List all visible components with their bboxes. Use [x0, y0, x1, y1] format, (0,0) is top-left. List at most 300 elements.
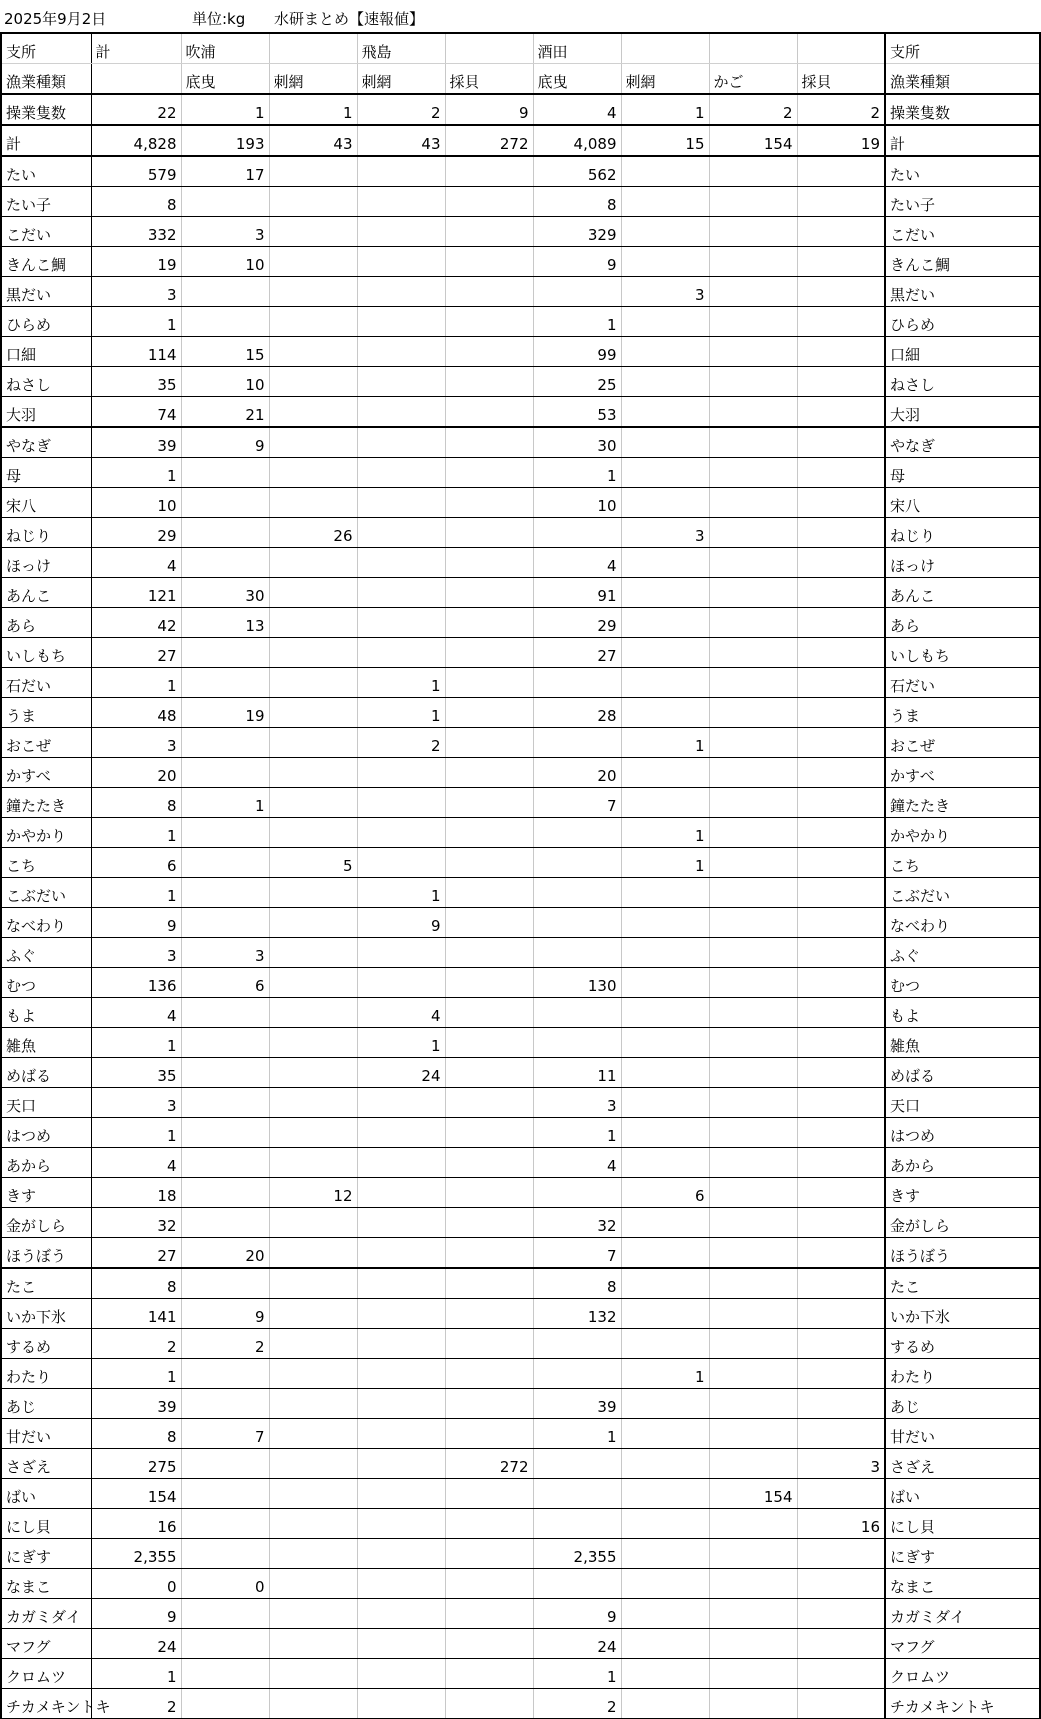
value-cell[interactable]: 4 — [357, 998, 445, 1028]
value-cell[interactable]: 24 — [357, 1058, 445, 1088]
row-label[interactable]: あから — [1, 1148, 91, 1178]
value-cell[interactable]: 24 — [533, 1629, 621, 1659]
value-cell[interactable] — [357, 1359, 445, 1389]
value-cell[interactable]: 4 — [91, 998, 181, 1028]
value-cell[interactable] — [269, 307, 357, 337]
value-cell[interactable]: 3 — [181, 938, 269, 968]
value-cell[interactable] — [181, 488, 269, 518]
row-label[interactable]: おこぜ — [1, 728, 91, 758]
row-label-right[interactable]: さざえ — [885, 1449, 1040, 1479]
value-cell[interactable]: 43 — [269, 125, 357, 156]
value-cell[interactable] — [357, 1268, 445, 1299]
value-cell[interactable] — [181, 1088, 269, 1118]
value-cell[interactable]: 1 — [533, 1118, 621, 1148]
value-cell[interactable]: 2 — [181, 1329, 269, 1359]
row-label-right[interactable]: こだい — [885, 217, 1040, 247]
value-cell[interactable] — [357, 1088, 445, 1118]
value-cell[interactable]: 4 — [91, 1148, 181, 1178]
row-label[interactable]: たこ — [1, 1268, 91, 1299]
value-cell[interactable]: 3 — [91, 277, 181, 307]
value-cell[interactable] — [533, 1449, 621, 1479]
value-cell[interactable] — [357, 1178, 445, 1208]
value-cell[interactable] — [269, 1539, 357, 1569]
value-cell[interactable] — [181, 1479, 269, 1509]
row-label[interactable]: 雑魚 — [1, 1028, 91, 1058]
value-cell[interactable] — [181, 307, 269, 337]
value-cell[interactable] — [445, 518, 533, 548]
value-cell[interactable] — [797, 1178, 885, 1208]
value-cell[interactable] — [269, 1268, 357, 1299]
row-label[interactable]: たい子 — [1, 187, 91, 217]
value-cell[interactable] — [357, 968, 445, 998]
value-cell[interactable] — [621, 788, 709, 818]
value-cell[interactable] — [621, 367, 709, 397]
value-cell[interactable]: かご — [709, 64, 797, 95]
value-cell[interactable] — [533, 998, 621, 1028]
value-cell[interactable]: 1 — [91, 458, 181, 488]
value-cell[interactable] — [709, 968, 797, 998]
row-label[interactable]: ふぐ — [1, 938, 91, 968]
value-cell[interactable] — [445, 247, 533, 277]
value-cell[interactable] — [269, 337, 357, 367]
value-cell[interactable] — [181, 1509, 269, 1539]
value-cell[interactable] — [269, 1569, 357, 1599]
value-cell[interactable] — [445, 1599, 533, 1629]
value-cell[interactable] — [709, 1329, 797, 1359]
row-label[interactable]: 母 — [1, 458, 91, 488]
value-cell[interactable] — [709, 1058, 797, 1088]
value-cell[interactable] — [357, 1118, 445, 1148]
value-cell[interactable]: 11 — [533, 1058, 621, 1088]
value-cell[interactable]: 4 — [91, 548, 181, 578]
value-cell[interactable] — [269, 908, 357, 938]
value-cell[interactable] — [797, 1479, 885, 1509]
value-cell[interactable] — [709, 187, 797, 217]
value-cell[interactable]: 272 — [445, 125, 533, 156]
row-label-right[interactable]: 大羽 — [885, 397, 1040, 428]
value-cell[interactable] — [269, 1238, 357, 1269]
value-cell[interactable] — [621, 1238, 709, 1269]
value-cell[interactable] — [709, 397, 797, 428]
value-cell[interactable] — [797, 458, 885, 488]
value-cell[interactable]: 9 — [91, 908, 181, 938]
value-cell[interactable] — [357, 367, 445, 397]
value-cell[interactable] — [269, 217, 357, 247]
row-label-right[interactable]: なべわり — [885, 908, 1040, 938]
value-cell[interactable] — [357, 1659, 445, 1689]
value-cell[interactable] — [797, 1118, 885, 1148]
value-cell[interactable] — [357, 217, 445, 247]
value-cell[interactable] — [533, 878, 621, 908]
value-cell[interactable] — [445, 1479, 533, 1509]
value-cell[interactable] — [357, 1299, 445, 1329]
value-cell[interactable] — [445, 277, 533, 307]
value-cell[interactable] — [445, 1118, 533, 1148]
value-cell[interactable]: 2 — [91, 1329, 181, 1359]
value-cell[interactable]: 1 — [91, 1118, 181, 1148]
value-cell[interactable] — [621, 247, 709, 277]
value-cell[interactable] — [357, 608, 445, 638]
value-cell[interactable] — [181, 878, 269, 908]
value-cell[interactable] — [445, 1058, 533, 1088]
value-cell[interactable] — [445, 1088, 533, 1118]
value-cell[interactable] — [269, 156, 357, 187]
value-cell[interactable] — [445, 488, 533, 518]
value-cell[interactable]: 48 — [91, 698, 181, 728]
value-cell[interactable] — [797, 1629, 885, 1659]
value-cell[interactable] — [709, 217, 797, 247]
value-cell[interactable]: 329 — [533, 217, 621, 247]
row-label-right[interactable]: するめ — [885, 1329, 1040, 1359]
value-cell[interactable]: 1 — [621, 1359, 709, 1389]
row-label-right[interactable]: 漁業種類 — [885, 64, 1040, 95]
value-cell[interactable]: 16 — [797, 1509, 885, 1539]
value-cell[interactable] — [357, 638, 445, 668]
row-label-right[interactable]: ねさし — [885, 367, 1040, 397]
value-cell[interactable]: 刺網 — [621, 64, 709, 95]
value-cell[interactable] — [709, 1599, 797, 1629]
value-cell[interactable] — [445, 307, 533, 337]
value-cell[interactable]: 99 — [533, 337, 621, 367]
value-cell[interactable]: 35 — [91, 1058, 181, 1088]
value-cell[interactable] — [621, 578, 709, 608]
value-cell[interactable]: 332 — [91, 217, 181, 247]
row-label-right[interactable]: カガミダイ — [885, 1599, 1040, 1629]
value-cell[interactable]: 25 — [533, 367, 621, 397]
row-label-right[interactable]: 黒だい — [885, 277, 1040, 307]
value-cell[interactable] — [357, 1689, 445, 1719]
value-cell[interactable]: 16 — [91, 1509, 181, 1539]
value-cell[interactable] — [357, 1389, 445, 1419]
value-cell[interactable] — [181, 818, 269, 848]
value-cell[interactable] — [709, 156, 797, 187]
value-cell[interactable] — [797, 1208, 885, 1238]
value-cell[interactable] — [357, 788, 445, 818]
row-label-right[interactable]: きす — [885, 1178, 1040, 1208]
value-cell[interactable]: 刺網 — [357, 64, 445, 95]
value-cell[interactable] — [797, 33, 885, 64]
value-cell[interactable] — [709, 33, 797, 64]
value-cell[interactable] — [797, 1419, 885, 1449]
value-cell[interactable]: 刺網 — [269, 64, 357, 95]
value-cell[interactable] — [269, 1479, 357, 1509]
value-cell[interactable]: 飛島 — [357, 33, 445, 64]
value-cell[interactable] — [709, 608, 797, 638]
value-cell[interactable] — [445, 217, 533, 247]
value-cell[interactable] — [533, 1028, 621, 1058]
value-cell[interactable]: 193 — [181, 125, 269, 156]
value-cell[interactable] — [797, 938, 885, 968]
value-cell[interactable] — [181, 548, 269, 578]
value-cell[interactable]: 吹浦 — [181, 33, 269, 64]
value-cell[interactable] — [269, 728, 357, 758]
value-cell[interactable] — [445, 998, 533, 1028]
value-cell[interactable] — [357, 458, 445, 488]
value-cell[interactable] — [269, 397, 357, 428]
value-cell[interactable]: 10 — [533, 488, 621, 518]
row-label[interactable]: かやかり — [1, 818, 91, 848]
value-cell[interactable]: 2 — [91, 1689, 181, 1719]
value-cell[interactable] — [533, 518, 621, 548]
row-label[interactable]: こだい — [1, 217, 91, 247]
row-label[interactable]: もよ — [1, 998, 91, 1028]
value-cell[interactable] — [445, 187, 533, 217]
row-label[interactable]: こち — [1, 848, 91, 878]
row-label-right[interactable]: 雑魚 — [885, 1028, 1040, 1058]
row-label-right[interactable]: あから — [885, 1148, 1040, 1178]
value-cell[interactable]: 130 — [533, 968, 621, 998]
value-cell[interactable] — [797, 968, 885, 998]
value-cell[interactable] — [797, 1058, 885, 1088]
value-cell[interactable] — [709, 1028, 797, 1058]
value-cell[interactable] — [797, 758, 885, 788]
value-cell[interactable]: 1 — [621, 848, 709, 878]
value-cell[interactable]: 141 — [91, 1299, 181, 1329]
value-cell[interactable] — [357, 1599, 445, 1629]
value-cell[interactable]: 1 — [357, 698, 445, 728]
row-label-right[interactable]: ほうぼう — [885, 1238, 1040, 1269]
value-cell[interactable] — [357, 427, 445, 458]
value-cell[interactable] — [181, 848, 269, 878]
value-cell[interactable] — [445, 1238, 533, 1269]
value-cell[interactable] — [709, 1118, 797, 1148]
value-cell[interactable]: 20 — [533, 758, 621, 788]
value-cell[interactable] — [709, 788, 797, 818]
value-cell[interactable] — [709, 1389, 797, 1419]
value-cell[interactable] — [181, 1118, 269, 1148]
value-cell[interactable]: 18 — [91, 1178, 181, 1208]
value-cell[interactable] — [621, 1118, 709, 1148]
value-cell[interactable] — [181, 1539, 269, 1569]
value-cell[interactable] — [621, 427, 709, 458]
value-cell[interactable] — [797, 427, 885, 458]
value-cell[interactable] — [797, 1359, 885, 1389]
value-cell[interactable]: 計 — [91, 33, 181, 64]
value-cell[interactable] — [181, 1178, 269, 1208]
value-cell[interactable] — [181, 1629, 269, 1659]
value-cell[interactable] — [709, 848, 797, 878]
value-cell[interactable] — [709, 1088, 797, 1118]
row-label-right[interactable]: やなぎ — [885, 427, 1040, 458]
value-cell[interactable] — [269, 1118, 357, 1148]
value-cell[interactable]: 1 — [621, 728, 709, 758]
value-cell[interactable] — [797, 307, 885, 337]
value-cell[interactable] — [357, 1479, 445, 1509]
row-label[interactable]: チカメキントキ — [1, 1689, 91, 1719]
value-cell[interactable] — [797, 156, 885, 187]
value-cell[interactable] — [269, 1689, 357, 1719]
value-cell[interactable] — [709, 518, 797, 548]
row-label[interactable]: 口細 — [1, 337, 91, 367]
row-label-right[interactable]: たい — [885, 156, 1040, 187]
value-cell[interactable] — [797, 1659, 885, 1689]
value-cell[interactable] — [357, 187, 445, 217]
row-label[interactable]: わたり — [1, 1359, 91, 1389]
value-cell[interactable] — [357, 848, 445, 878]
row-label-right[interactable]: 鐘たたき — [885, 788, 1040, 818]
value-cell[interactable] — [709, 1299, 797, 1329]
value-cell[interactable] — [269, 1359, 357, 1389]
row-label-right[interactable]: 計 — [885, 125, 1040, 156]
row-label-right[interactable]: わたり — [885, 1359, 1040, 1389]
value-cell[interactable]: 5 — [269, 848, 357, 878]
value-cell[interactable] — [533, 668, 621, 698]
value-cell[interactable] — [621, 1659, 709, 1689]
value-cell[interactable] — [269, 187, 357, 217]
value-cell[interactable] — [621, 1449, 709, 1479]
value-cell[interactable] — [797, 578, 885, 608]
value-cell[interactable] — [357, 156, 445, 187]
row-label[interactable]: 天口 — [1, 1088, 91, 1118]
value-cell[interactable] — [269, 1419, 357, 1449]
value-cell[interactable] — [269, 488, 357, 518]
value-cell[interactable] — [445, 1148, 533, 1178]
value-cell[interactable] — [357, 548, 445, 578]
value-cell[interactable] — [269, 998, 357, 1028]
value-cell[interactable] — [533, 938, 621, 968]
value-cell[interactable] — [797, 337, 885, 367]
row-label-right[interactable]: きんこ鯛 — [885, 247, 1040, 277]
value-cell[interactable] — [181, 758, 269, 788]
value-cell[interactable] — [533, 1479, 621, 1509]
value-cell[interactable] — [445, 1389, 533, 1419]
value-cell[interactable] — [269, 668, 357, 698]
value-cell[interactable] — [709, 578, 797, 608]
row-label[interactable]: 支所 — [1, 33, 91, 64]
value-cell[interactable] — [797, 608, 885, 638]
value-cell[interactable]: 6 — [91, 848, 181, 878]
value-cell[interactable] — [709, 728, 797, 758]
value-cell[interactable] — [709, 668, 797, 698]
row-label-right[interactable]: あじ — [885, 1389, 1040, 1419]
row-label-right[interactable]: チカメキントキ — [885, 1689, 1040, 1719]
value-cell[interactable] — [445, 156, 533, 187]
value-cell[interactable] — [445, 1359, 533, 1389]
value-cell[interactable] — [181, 908, 269, 938]
row-label[interactable]: いしもち — [1, 638, 91, 668]
value-cell[interactable] — [797, 488, 885, 518]
value-cell[interactable] — [797, 818, 885, 848]
value-cell[interactable]: 8 — [533, 1268, 621, 1299]
value-cell[interactable] — [269, 1148, 357, 1178]
value-cell[interactable] — [181, 1449, 269, 1479]
value-cell[interactable]: 1 — [181, 94, 269, 125]
value-cell[interactable] — [709, 1268, 797, 1299]
value-cell[interactable]: 9 — [445, 94, 533, 125]
row-label-right[interactable]: いしもち — [885, 638, 1040, 668]
value-cell[interactable] — [797, 1539, 885, 1569]
row-label-right[interactable]: にぎす — [885, 1539, 1040, 1569]
value-cell[interactable] — [797, 1329, 885, 1359]
value-cell[interactable] — [709, 307, 797, 337]
value-cell[interactable]: 1 — [621, 818, 709, 848]
row-label[interactable]: めばる — [1, 1058, 91, 1088]
value-cell[interactable] — [621, 968, 709, 998]
value-cell[interactable] — [357, 938, 445, 968]
value-cell[interactable]: 35 — [91, 367, 181, 397]
value-cell[interactable] — [269, 1028, 357, 1058]
value-cell[interactable] — [709, 458, 797, 488]
value-cell[interactable]: 1 — [91, 878, 181, 908]
value-cell[interactable] — [445, 878, 533, 908]
value-cell[interactable] — [621, 397, 709, 428]
value-cell[interactable]: 4 — [533, 548, 621, 578]
value-cell[interactable]: 6 — [181, 968, 269, 998]
value-cell[interactable]: 91 — [533, 578, 621, 608]
value-cell[interactable] — [621, 1419, 709, 1449]
value-cell[interactable] — [357, 1208, 445, 1238]
value-cell[interactable]: 19 — [181, 698, 269, 728]
value-cell[interactable] — [797, 1088, 885, 1118]
value-cell[interactable] — [797, 187, 885, 217]
value-cell[interactable] — [797, 548, 885, 578]
value-cell[interactable] — [445, 848, 533, 878]
value-cell[interactable] — [445, 578, 533, 608]
value-cell[interactable] — [797, 217, 885, 247]
row-label-right[interactable]: 宋八 — [885, 488, 1040, 518]
value-cell[interactable] — [709, 367, 797, 397]
value-cell[interactable]: 275 — [91, 1449, 181, 1479]
row-label[interactable]: ねじり — [1, 518, 91, 548]
value-cell[interactable] — [357, 1449, 445, 1479]
value-cell[interactable] — [797, 1299, 885, 1329]
value-cell[interactable] — [445, 818, 533, 848]
row-label-right[interactable]: もよ — [885, 998, 1040, 1028]
value-cell[interactable] — [621, 878, 709, 908]
value-cell[interactable] — [445, 33, 533, 64]
value-cell[interactable] — [445, 427, 533, 458]
row-label[interactable]: ほうぼう — [1, 1238, 91, 1269]
value-cell[interactable]: 1 — [91, 818, 181, 848]
value-cell[interactable] — [445, 758, 533, 788]
row-label-right[interactable]: 石だい — [885, 668, 1040, 698]
value-cell[interactable] — [445, 1028, 533, 1058]
value-cell[interactable] — [269, 1389, 357, 1419]
value-cell[interactable] — [181, 1659, 269, 1689]
value-cell[interactable] — [709, 758, 797, 788]
value-cell[interactable] — [621, 998, 709, 1028]
value-cell[interactable] — [357, 1238, 445, 1269]
value-cell[interactable] — [445, 1208, 533, 1238]
value-cell[interactable] — [621, 698, 709, 728]
value-cell[interactable] — [709, 1419, 797, 1449]
value-cell[interactable]: 13 — [181, 608, 269, 638]
value-cell[interactable]: 24 — [91, 1629, 181, 1659]
row-label[interactable]: あんこ — [1, 578, 91, 608]
value-cell[interactable] — [533, 1178, 621, 1208]
value-cell[interactable]: 1 — [533, 458, 621, 488]
value-cell[interactable]: 12 — [269, 1178, 357, 1208]
value-cell[interactable] — [269, 33, 357, 64]
value-cell[interactable]: 1 — [91, 668, 181, 698]
row-label[interactable]: するめ — [1, 1329, 91, 1359]
row-label[interactable]: あじ — [1, 1389, 91, 1419]
row-label[interactable]: ほっけ — [1, 548, 91, 578]
value-cell[interactable] — [445, 1509, 533, 1539]
value-cell[interactable]: 酒田 — [533, 33, 621, 64]
value-cell[interactable]: 2 — [797, 94, 885, 125]
value-cell[interactable] — [269, 1299, 357, 1329]
value-cell[interactable] — [797, 998, 885, 1028]
value-cell[interactable] — [269, 938, 357, 968]
value-cell[interactable] — [797, 367, 885, 397]
value-cell[interactable] — [621, 33, 709, 64]
value-cell[interactable] — [709, 908, 797, 938]
row-label-right[interactable]: あら — [885, 608, 1040, 638]
value-cell[interactable]: 8 — [91, 1268, 181, 1299]
row-label-right[interactable]: 金がしら — [885, 1208, 1040, 1238]
row-label-right[interactable]: ほっけ — [885, 548, 1040, 578]
